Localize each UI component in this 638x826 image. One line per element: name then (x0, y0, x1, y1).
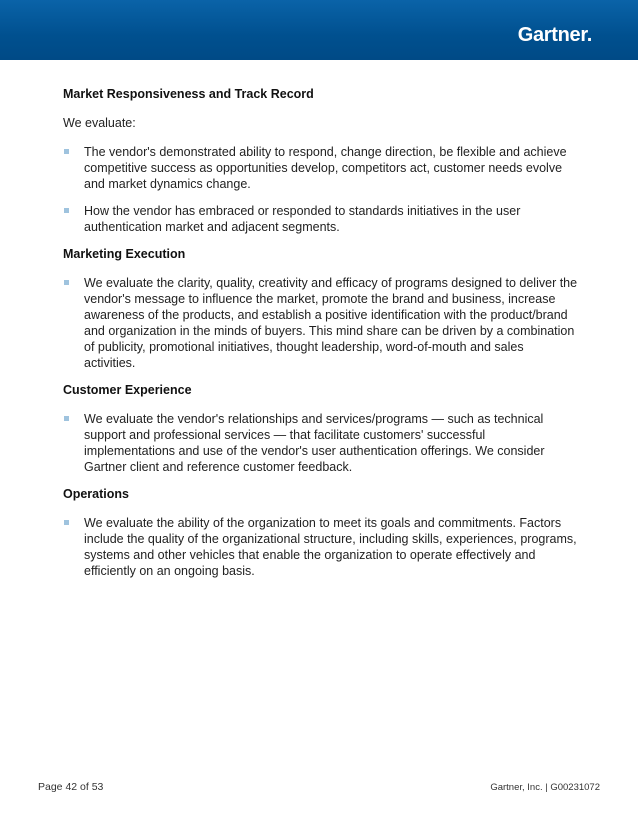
section-customer-experience (63, 382, 578, 475)
bullet-item (63, 144, 578, 192)
bullet-list (63, 515, 578, 579)
section-heading: Market Responsiveness and Track Record (63, 87, 314, 101)
section-market-responsiveness (63, 86, 578, 235)
section-heading: Marketing Execution (63, 247, 186, 261)
bullet-text: We evaluate the vendor's relationships and services/programs — such as technical support and professional services — that facilitate customers' successful implementations and use of the vendor's user authentication offerings. We consider Gartner client and reference customer feedback. (84, 412, 545, 474)
bullet-list (63, 411, 578, 475)
bullet-text: We evaluate the ability of the organization to meet its goals and commitments. Factors include the quality of the organizational structure, including skills, experiences, programs, systems and other vehicles that enable the organization to operate effectively and efficiently on an ongoing basis. (84, 516, 577, 578)
document-body (63, 86, 578, 590)
section-heading: Operations (63, 487, 129, 501)
bullet-text: We evaluate the clarity, quality, creativity and efficacy of programs designed to deliver the vendor's message to influence the market, promote the brand and business, increase awareness of the products, and establish a positive identification with the product/brand and organization in the minds of buyers. This mind share can be driven by a combination of publicity, promotional initiatives, thought leadership, word-of-mouth and sales activities. (84, 276, 578, 370)
bullet-item (63, 515, 578, 579)
gartner-logo: Gartner. (517, 24, 592, 46)
square-bullet-icon (64, 416, 69, 421)
section-marketing-execution (63, 246, 578, 371)
square-bullet-icon (64, 149, 69, 154)
bullet-item (63, 275, 578, 371)
section-intro: We evaluate: (63, 116, 136, 130)
bullet-item (63, 411, 578, 475)
bullet-text: The vendor's demonstrated ability to respond, change direction, be flexible and achieve competitive success as opportunities develop, competitors act, customer needs evolve and market dynamics change. (84, 145, 567, 191)
bullet-text: How the vendor has embraced or responded to standards initiatives in the user authentication market and adjacent segments. (84, 204, 521, 234)
bullet-list (63, 275, 578, 371)
section-heading: Customer Experience (63, 383, 192, 397)
header-bar (0, 0, 638, 60)
bullet-item (63, 203, 578, 235)
square-bullet-icon (64, 280, 69, 285)
page-number: Page 42 of 53 (38, 781, 104, 793)
section-operations (63, 486, 578, 579)
bullet-list (63, 144, 578, 235)
square-bullet-icon (64, 520, 69, 525)
square-bullet-icon (64, 208, 69, 213)
document-id: Gartner, Inc. | G00231072 (490, 782, 600, 793)
